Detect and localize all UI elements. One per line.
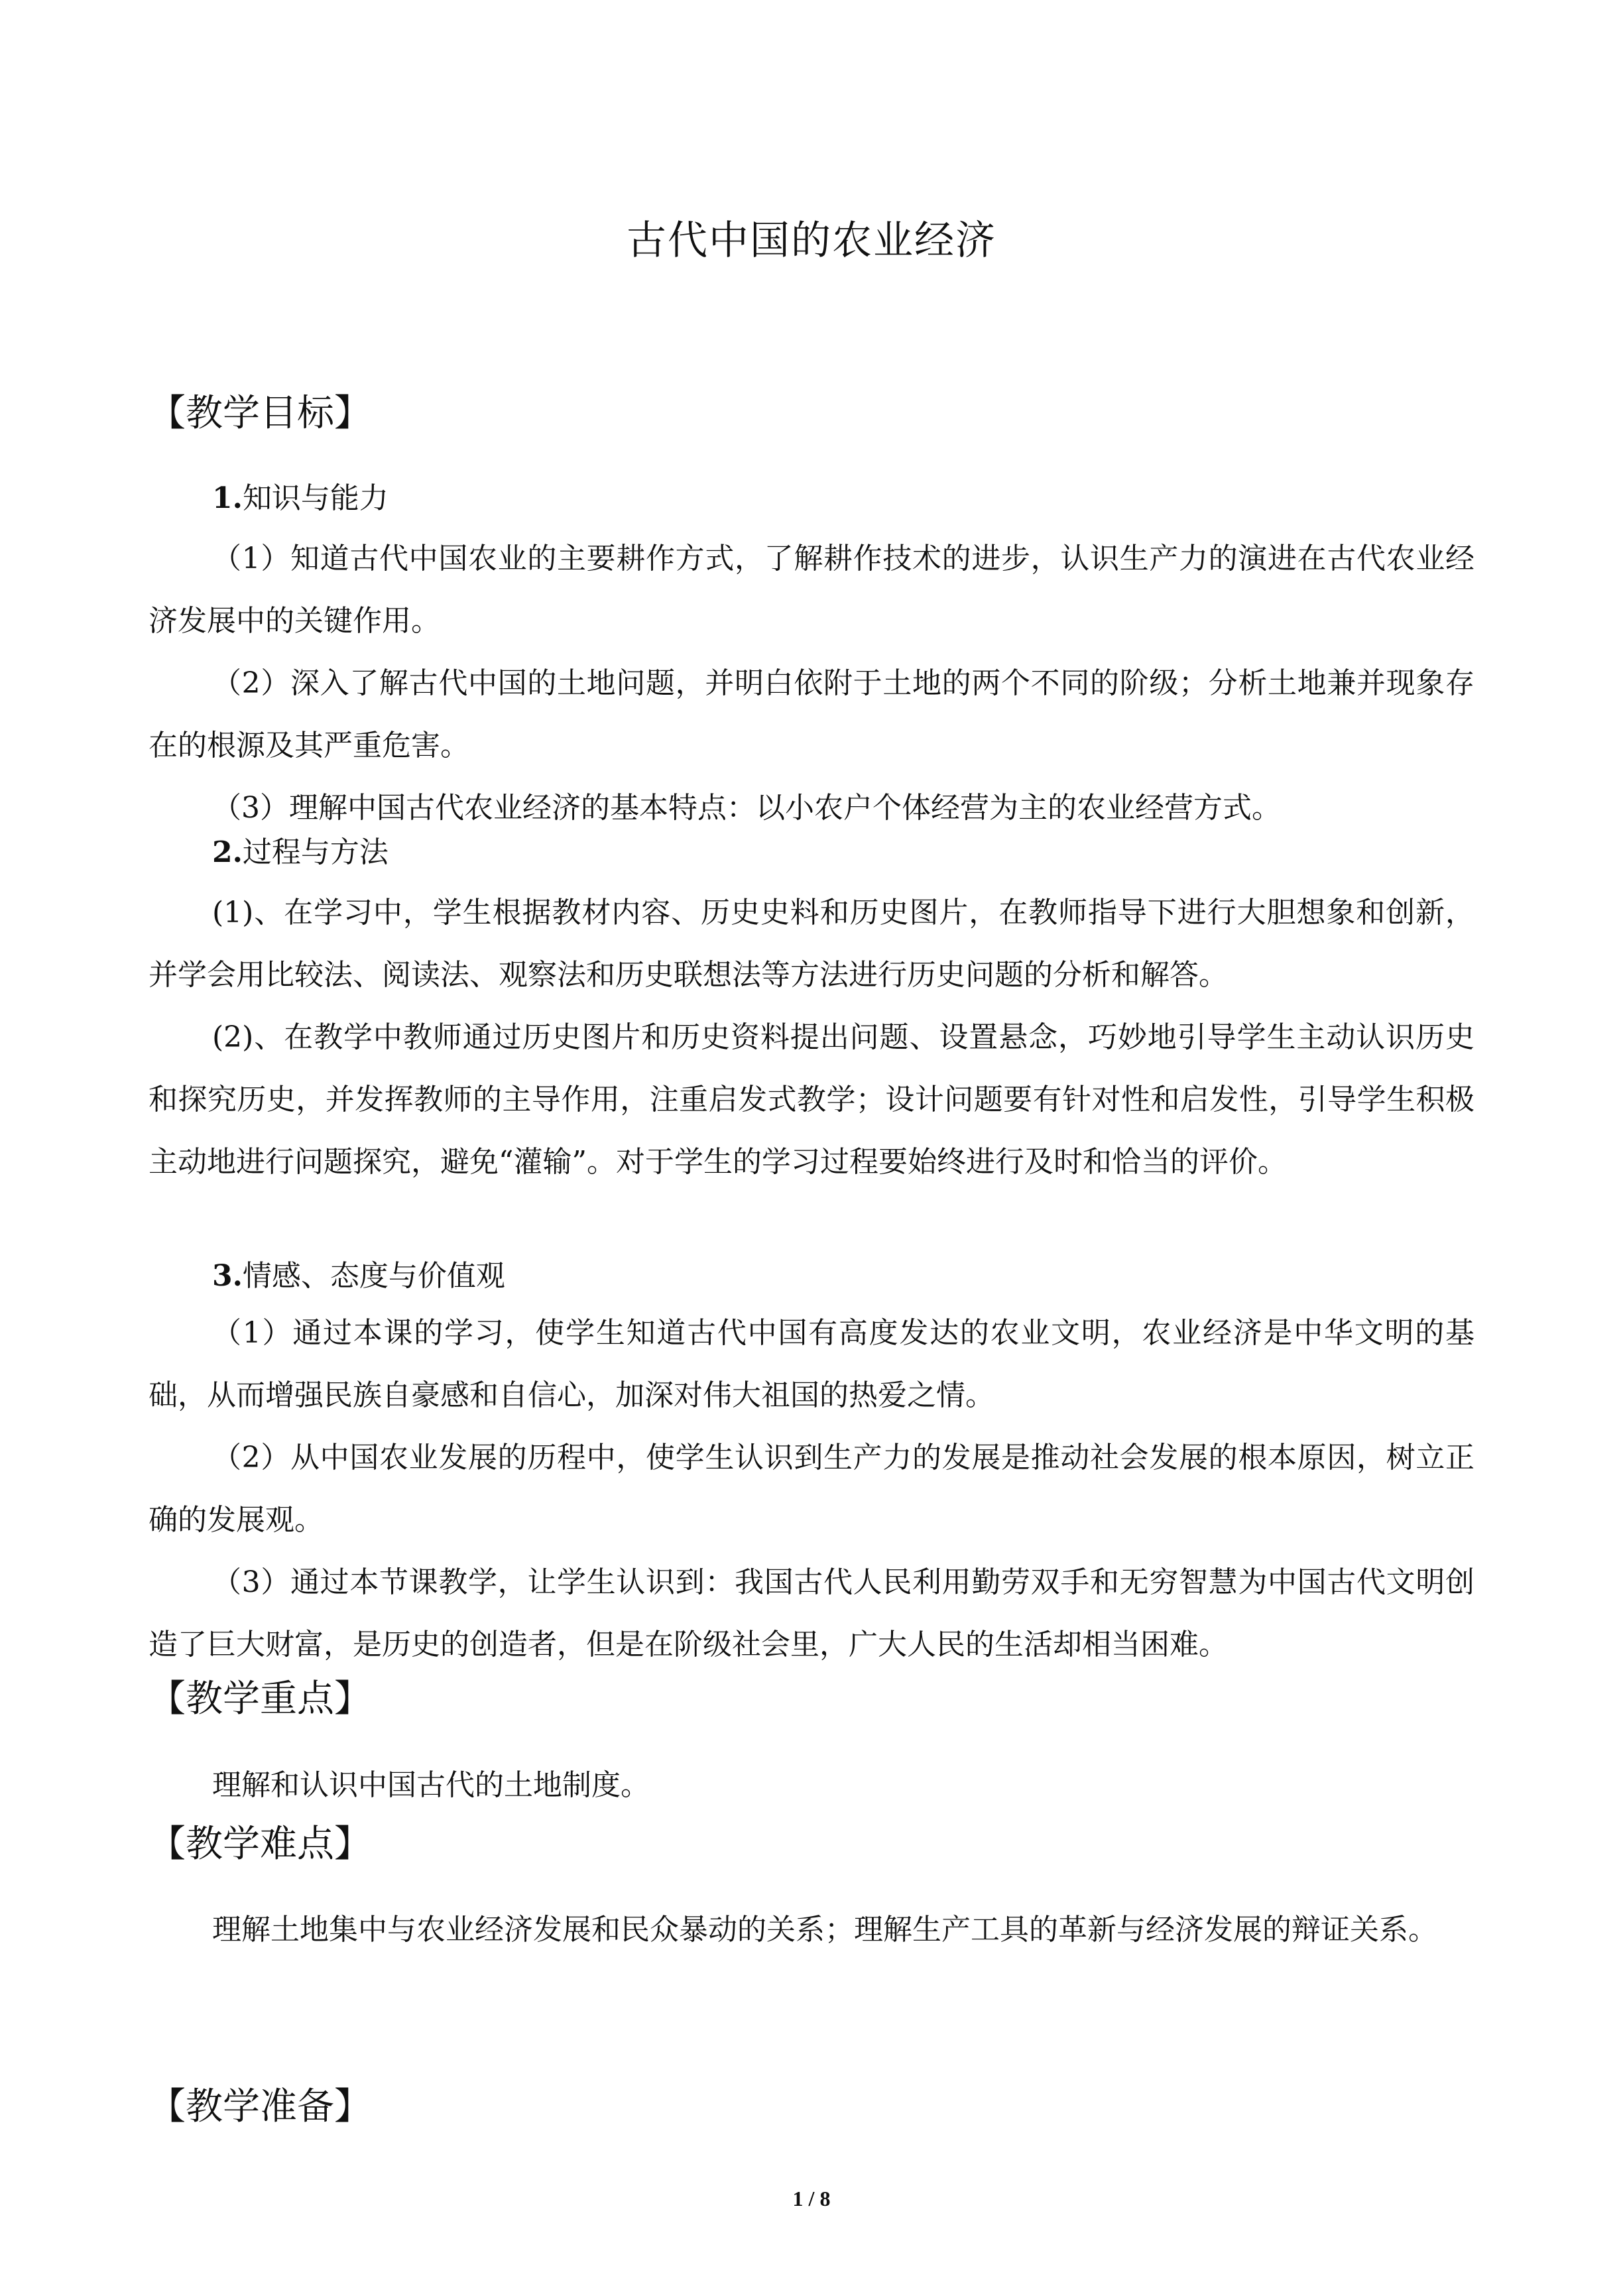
paragraph-values-1: （1）通过本课的学习，使学生知道古代中国有高度发达的农业文明，农业经济是中华文明的基础，从而增强民族自豪感和自信心，加深对伟大祖国的热爱之情。	[149, 1316, 1474, 1412]
subsection-values	[212, 1256, 505, 1297]
section-heading-key-points: 【教学重点】	[149, 1677, 371, 1721]
paragraph-knowledge-3: （3）理解中国古代农业经济的基本特点：以小农户个体经营为主的农业经营方式。	[212, 791, 1281, 825]
subsection-label: 过程与方法	[242, 835, 389, 869]
subsection-label: 知识与能力	[242, 481, 389, 515]
paragraph-knowledge-1: （1）知道古代中国农业的主要耕作方式，了解耕作技术的进步，认识生产力的演进在古代农业经济发展中的关键作用。	[149, 542, 1474, 638]
page-indicator: 1 / 8	[792, 2187, 831, 2210]
subsection-knowledge	[212, 478, 389, 519]
paragraph-process-1: (1)、在学习中，学生根据教材内容、历史史料和历史图片，在教师指导下进行大胆想象和创新，并学会用比较法、阅读法、观察法和历史联想法等方法进行历史问题的分析和解答。	[149, 896, 1474, 992]
section-heading-objectives: 【教学目标】	[149, 392, 371, 435]
paragraph-key-points: 理解和认识中国古代的土地制度。	[212, 1768, 650, 1802]
paragraph-values-3: （3）通过本节课教学，让学生认识到：我国古代人民利用勤劳双手和无穷智慧为中国古代文明创造了巨大财富，是历史的创造者，但是在阶级社会里，广大人民的生活却相当困难。	[149, 1565, 1474, 1662]
paragraph-values-2: （2）从中国农业发展的历程中，使学生认识到生产力的发展是推动社会发展的根本原因，树立正确的发展观。	[149, 1441, 1474, 1537]
subsection-number: 1.	[212, 481, 243, 515]
paragraph-knowledge-2: （2）深入了解古代中国的土地问题，并明白依附于土地的两个不同的阶级；分析土地兼并现象存在的根源及其严重危害。	[149, 666, 1474, 762]
subsection-process	[212, 832, 389, 873]
subsection-number: 3.	[212, 1259, 243, 1293]
section-heading-preparation: 【教学准备】	[149, 2085, 371, 2128]
subsection-label: 情感、态度与价值观	[242, 1259, 505, 1293]
subsection-number: 2.	[212, 835, 243, 869]
document-title: 古代中国的农业经济	[627, 217, 996, 264]
paragraph-process-2: (2)、在教学中教师通过历史图片和历史资料提出问题、设置悬念，巧妙地引导学生主动认识历史和探究历史，并发挥教师的主导作用，注重启发式教学；设计问题要有针对性和启发性，引导学生积极主动地进行问题探究，避免“灌输”。对于学生的学习过程要始终进行及时和恰当的评价。	[149, 1020, 1474, 1179]
section-heading-difficulties: 【教学难点】	[149, 1823, 371, 1866]
paragraph-difficulties: 理解土地集中与农业经济发展和民众暴动的关系；理解生产工具的革新与经济发展的辩证关系。	[212, 1913, 1437, 1947]
